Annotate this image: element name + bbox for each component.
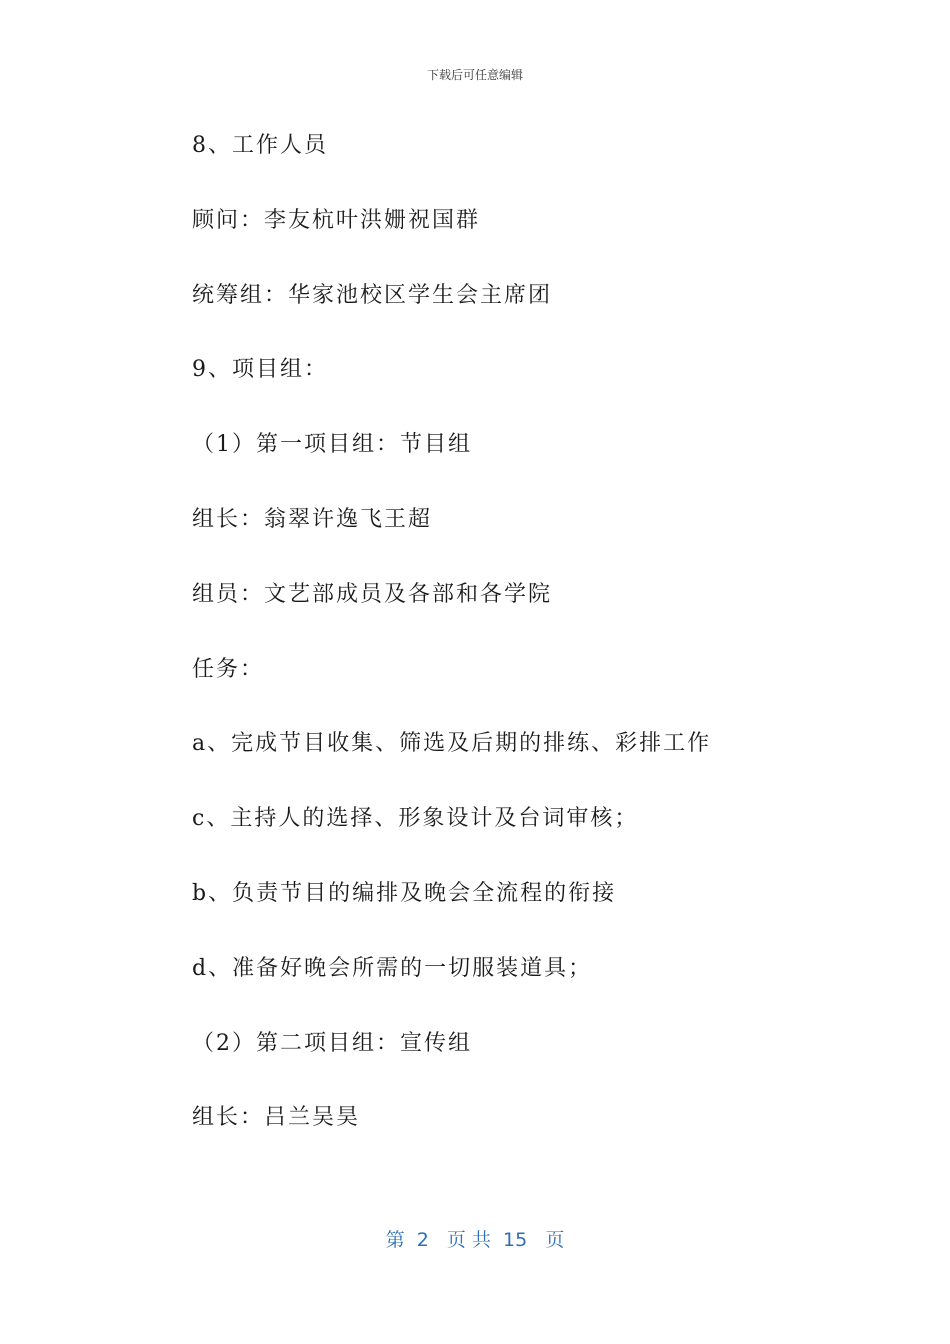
section-heading-project-groups: 9、项目组： bbox=[192, 357, 328, 383]
page-number-footer: 第 2 页 共 15 页 bbox=[385, 1229, 565, 1251]
coordination-group-line: 统筹组：华家池校区学生会主席团 bbox=[192, 282, 553, 308]
task-item-d: d、准备好晚会所需的一切服装道具； bbox=[192, 955, 593, 981]
advisors-line: 顾问：李友杭叶洪姗祝国群 bbox=[192, 207, 481, 233]
subsection-heading-program-group: （1）第一项目组：节目组 bbox=[192, 432, 472, 458]
page-header: 下载后可任意编辑 bbox=[426, 68, 523, 82]
section-heading-staff: 8、工作人员 bbox=[192, 133, 328, 158]
document-body bbox=[192, 128, 832, 1175]
task-item-c: c、主持人的选择、形象设计及台词审核； bbox=[192, 806, 639, 832]
program-group-members: 组员：文艺部成员及各部和各学院 bbox=[192, 581, 553, 607]
tasks-label: 任务： bbox=[192, 656, 265, 682]
program-group-leaders: 组长：翁翠许逸飞王超 bbox=[192, 506, 433, 532]
task-item-a: a、完成节目收集、筛选及后期的排练、彩排工作 bbox=[192, 731, 712, 757]
task-item-b: b、负责节目的编排及晚会全流程的衔接 bbox=[192, 880, 617, 906]
publicity-group-leaders: 组长：吕兰吴昊 bbox=[192, 1105, 361, 1131]
subsection-heading-publicity-group: （2）第二项目组：宣传组 bbox=[192, 1030, 472, 1056]
